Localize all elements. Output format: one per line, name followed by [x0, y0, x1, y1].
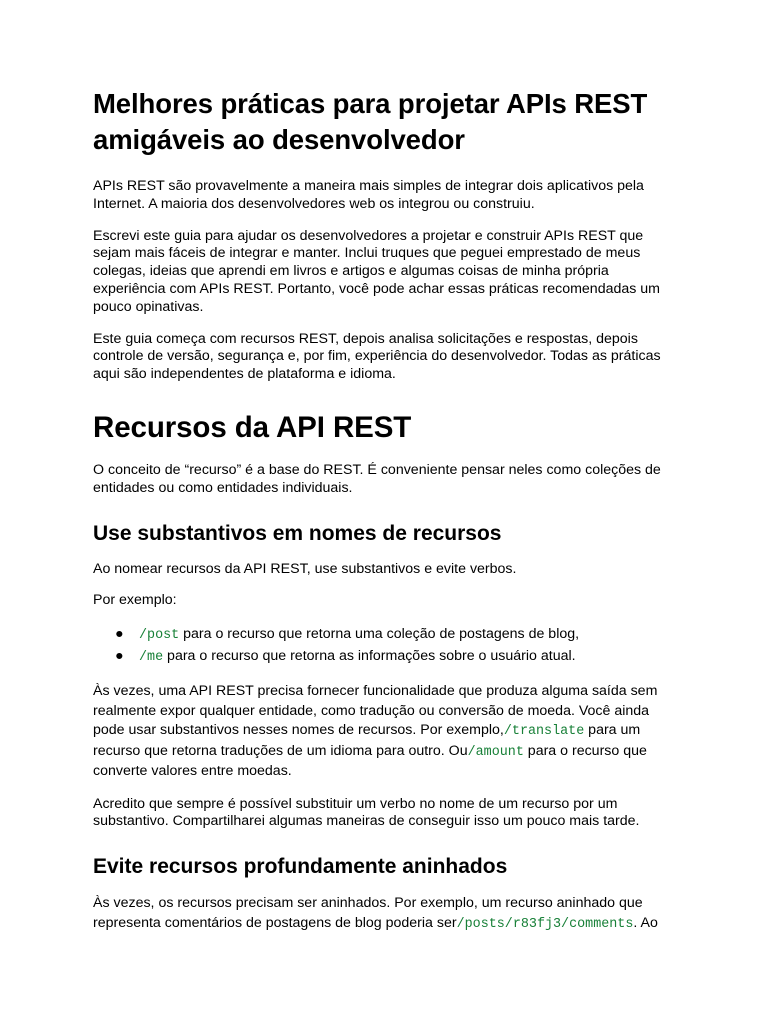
bullet-icon: ● — [115, 626, 124, 643]
intro-paragraph-1: APIs REST são provavelmente a maneira mais simples de integrar dois aplicativos pela Internet. A maioria dos desenvolvedores web os integrou ou construiu. — [93, 178, 644, 212]
bullet-icon: ● — [115, 648, 124, 665]
use-nouns-paragraph-4: Acredito que sempre é possível substituir um verbo no nome de um recurso por um substantivo. Compartilharei algumas maneiras de conseguir isso um pouco mais tarde. — [93, 795, 640, 830]
use-nouns-paragraph-1: Ao nomear recursos da API REST, use substantivos e evite verbos. — [93, 560, 517, 577]
code-posts-comments: /posts/r83fj3/comments — [456, 916, 634, 932]
document-page — [93, 86, 673, 934]
intro-paragraph-2: Escrevi este guia para ajudar os desenvolvedores a projetar e construir APIs REST que sejam mais fáceis de integrar e manter. Inclui truques que peguei emprestado de meus colegas, ideias que aprendi em livros e artigos e algumas coisas de minha própria experiência com APIs REST. Portanto, você pode achar essas práticas recomendadas um pouco opinativas. — [93, 227, 660, 315]
code-translate: /translate — [503, 724, 585, 740]
intro-paragraph-3: Este guia começa com recursos REST, depois analisa solicitações e respostas, depois controle de versão, segurança e, por fim, experiência do desenvolvedor. Todas as práticas aqui são independentes de plataforma e idioma. — [93, 330, 661, 383]
section-heading-resources: Recursos da API REST — [93, 410, 412, 444]
paragraph-text: . Ao — [633, 914, 658, 931]
paragraph-text: Às vezes, uma API REST precisa fornecer funcionalidade que produza alguma saída sem realmente expor qualquer entidade, como tradução ou conversão de moeda. Você ainda pode usar substantivos nesses nomes de recursos. Por exemplo, — [93, 683, 658, 739]
subheading-avoid-nesting: Evite recursos profundamente aninhados — [93, 855, 508, 879]
use-nouns-paragraph-3 — [93, 682, 663, 782]
use-nouns-paragraph-2: Por exemplo: — [93, 592, 177, 609]
list-item-text: para o recurso que retorna as informações sobre o usuário atual. — [163, 648, 576, 665]
document-title: Melhores práticas para projetar APIs REST amigáveis ao desenvolvedor — [93, 88, 648, 155]
section-resources-paragraph: O conceito de “recurso” é a base do REST. É conveniente pensar neles como coleções de entidades ou como entidades individuais. — [93, 461, 661, 496]
examples-list — [93, 624, 673, 668]
list-item — [93, 646, 673, 668]
list-item-text: para o recurso que retorna uma coleção de postagens de blog, — [179, 626, 580, 643]
paragraph-text: para o recurso que converte valores entre moedas. — [93, 742, 647, 780]
paragraph-text: para um recurso que retorna traduções de um idioma para outro. Ou — [93, 722, 641, 759]
subheading-use-nouns: Use substantivos em nomes de recursos — [93, 521, 502, 545]
code-me: /me — [139, 650, 164, 666]
avoid-nesting-paragraph-1 — [93, 894, 673, 934]
list-item — [93, 624, 673, 646]
code-post: /post — [139, 628, 180, 644]
paragraph-text: Às vezes, os recursos precisam ser aninhados. Por exemplo, um recurso aninhado que representa comentários de postagens de blog poderia ser — [93, 895, 643, 931]
code-amount: /amount — [467, 744, 524, 760]
